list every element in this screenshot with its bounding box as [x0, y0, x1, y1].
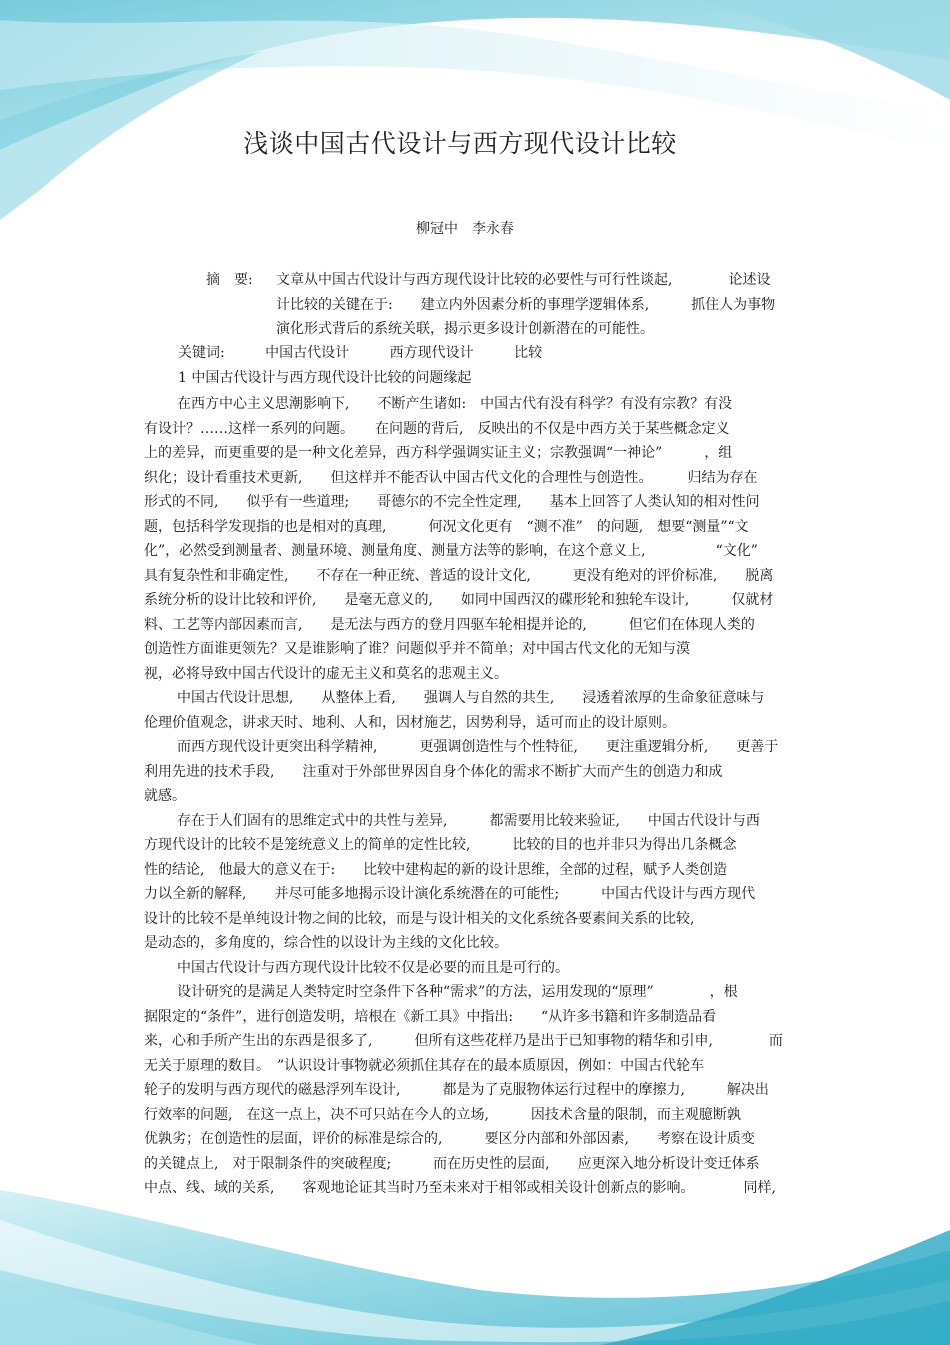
text-line: 来，心和手所产生出的东西是很多了, 但所有这些花样乃是出于已知事物的精华和引申, 而 — [144, 1033, 783, 1049]
text-line: 伦理价值观念，讲求天时、地利、人和，因材施艺，因势利导，适可而止的设计原则。 — [144, 714, 676, 731]
text-line: 方现代设计的比较不是笼统意义上的简单的定性比较, 比较的目的也并非只为得出几条概念 — [144, 837, 737, 853]
text-line: 优孰劣；在创造性的层面，评价的标准是综合的, 要区分内部和外部因素, 考察在设计质变 — [144, 1131, 755, 1147]
text-line: 行效率的问题, 在这一点上，决不可只站在今人的立场, 因技术含量的限制，而主观臆断孰 — [144, 1106, 741, 1123]
text-line: 视，必将导致中国古代设计的虚无主义和莫名的悲观主义。 — [144, 665, 508, 682]
abstract-line: 演化形式背后的系统关联，揭示更多设计创新潜在的可能性。 — [276, 321, 654, 337]
keyword: 中国古代设计 — [265, 345, 350, 361]
text-line: 利用先进的技术手段, 注重对于外部世界因自身个体化的需求不断扩大而产生的创造力和成 — [144, 763, 723, 780]
text-line: 存在于人们固有的思维定式中的共性与差异, 都需要用比较来验证, 中国古代设计与西 — [177, 812, 760, 829]
text-line: 化”，必然受到测量者、测量环境、测量角度、测量方法等的影响，在这个意义上, “文化” — [144, 543, 758, 559]
text-line: 设计研究的是满足人类特定时空条件下各种“需求”的方法，运用发现的“原理” ，根 — [177, 984, 738, 1000]
text-line: 就感。 — [144, 788, 186, 804]
text-line: 织化；设计看重技术更新, 但这样并不能否认中国古代文化的合理性与创造性。 归结为存在 — [144, 469, 758, 486]
keywords-label: 关键词: — [178, 345, 225, 361]
text-line: 据限定的“条件”，进行创造发明，培根在《新工具》中指出: “从许多书籍和许多制造品看 — [144, 1008, 717, 1025]
text-line: 料、工艺等内部因素而言, 是无法与西方的登月四驱车轮相提并论的, 但它们在体现人类的 — [144, 616, 755, 633]
text-line: 力以全新的解释, 并尽可能多地揭示设计演化系统潜在的可能性; 中国古代设计与西方现代 — [144, 886, 756, 902]
text-line: 有设计？……这样一系列的问题。 在问题的背后, 反映出的不仅是中西方关于某些概念定义 — [144, 420, 730, 437]
text-line: 题，包括科学发现指的也是相对的真理, 何况文化更有 “测不准” 的问题, 想要“测量”“文 — [144, 518, 749, 535]
text-line: 上的差异，而更重要的是一种文化差异，西方科学强调实证主义；宗教强调“一神论” ，组 — [144, 445, 733, 461]
keyword: 比较 — [514, 345, 543, 361]
text-line: 中国古代设计思想, 从整体上看, 强调人与自然的共生, 浸透着浓厚的生命象征意味与 — [177, 690, 765, 706]
keyword: 西方现代设计 — [389, 345, 474, 361]
body-text — [144, 392, 804, 1201]
abstract-block — [206, 268, 806, 342]
text-line: 中点、线、域的关系, 客观地论证其当时乃至未来对于相邻或相关设计创新点的影响。 同样, — [144, 1180, 776, 1196]
abstract-line: 摘 要: 文章从中国古代设计与西方现代设计比较的必要性与可行性谈起, 论述设 — [206, 268, 806, 293]
text-line: 无关于原理的数目。 ”认识设计事物就必须抓住其存在的最本质原因，例如：中国古代轮车 — [144, 1057, 705, 1074]
text-line: 形式的不同, 似乎有一些道理; 哥德尔的不完全性定理, 基本上回答了人类认知的相对性问 — [144, 494, 760, 510]
text-line: 的关键点上, 对于限制条件的突破程度; 而在历史性的层面, 应更深入地分析设计变迁体系 — [144, 1155, 760, 1172]
section-heading: 1 中国古代设计与西方现代设计比较的问题缘起 — [178, 370, 472, 386]
text-line: 系统分析的设计比较和评价, 是毫无意义的, 如同中国西汉的碟形轮和独轮车设计, 仅就材 — [144, 592, 774, 608]
text-line: 创造性方面谁更领先？又是谁影响了谁？问题似乎并不简单；对中国古代文化的无知与漠 — [144, 641, 690, 657]
keywords — [178, 342, 578, 362]
text-line: 而西方现代设计更突出科学精神, 更强调创造性与个性特征, 更注重逻辑分析, 更善于 — [177, 739, 779, 755]
text-line: 在西方中心主义思潮影响下, 不断产生诸如: 中国古代有没有科学？有没有宗教？有没 — [177, 396, 733, 412]
article-title: 浅谈中国古代设计与西方现代设计比较 — [243, 129, 677, 158]
abstract-label: 摘 要: — [206, 272, 253, 288]
text-line: 性的结论, 他最大的意义在于: 比较中建构起的新的设计思维，全部的过程，赋予人类创造 — [144, 861, 728, 878]
text-line: 轮子的发明与西方现代的磁悬浮列车设计, 都是为了克服物体运行过程中的摩擦力, 解决出 — [144, 1082, 769, 1098]
text-line: 具有复杂性和非确定性, 不存在一种正统、普适的设计文化, 更没有绝对的评价标准, 脱离 — [144, 567, 774, 584]
abstract-line: 计比较的关键在于: 建立内外因素分析的事理学逻辑体系, 抓住人为事物 — [276, 296, 776, 313]
text-line: 设计的比较不是单纯设计物之间的比较，而是与设计相关的文化系统各要素间关系的比较, — [144, 910, 695, 927]
article-authors: 柳冠中 李永春 — [416, 221, 514, 237]
text-line: 是动态的，多角度的，综合性的以设计为主线的文化比较。 — [144, 935, 508, 951]
text-line: 中国古代设计与西方现代设计比较不仅是必要的而且是可行的。 — [177, 959, 569, 976]
